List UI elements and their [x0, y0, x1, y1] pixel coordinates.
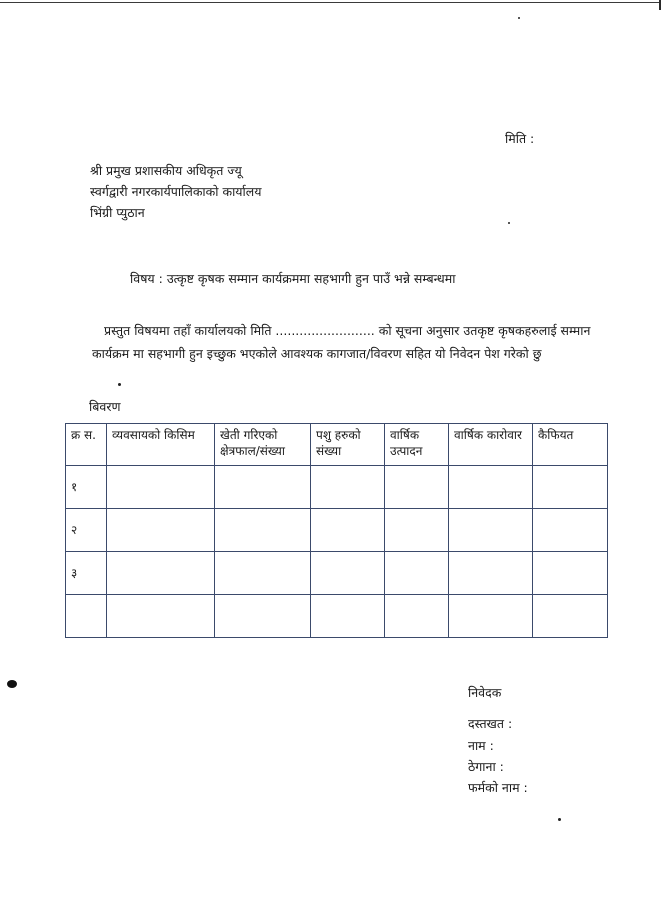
cell-annual-turnover[interactable] — [449, 552, 533, 595]
cell-remarks[interactable] — [533, 595, 608, 638]
scan-speck — [518, 17, 520, 19]
cell-livestock-count[interactable] — [311, 509, 385, 552]
name-label: नाम : — [468, 738, 494, 753]
cell-annual-production[interactable] — [385, 466, 449, 509]
applicant-label: निवेदक — [468, 685, 502, 700]
cell-business-type[interactable] — [107, 595, 215, 638]
col-header-annual-production: वार्षिक उत्पादन — [385, 424, 449, 466]
body-paragraph-line-1: प्रस्तुत विषयमा तहाँ कार्यालयको मिति ......................... को सूचना अनुसार उतकृष्ट कृषकहरुलाई सम्मान — [104, 323, 591, 338]
address-label: ठेगाना : — [468, 759, 504, 774]
col-header-remarks: कैफियत — [533, 424, 608, 466]
cell-annual-turnover[interactable] — [449, 509, 533, 552]
subject-line: विषय : उत्कृष्ट कृषक सम्मान कार्यक्रममा सहभागी हुन पाउँ भन्ने सम्बन्धमा — [130, 271, 456, 286]
scan-speck — [508, 222, 510, 224]
cell-livestock-count[interactable] — [311, 552, 385, 595]
recipient-line-1: श्री प्रमुख प्रशासकीय अधिकृत ज्यू — [90, 163, 242, 178]
cell-business-type[interactable] — [107, 466, 215, 509]
row-serial — [66, 595, 107, 638]
scan-speck — [7, 680, 17, 688]
col-header-serial: क्र स. — [66, 424, 107, 466]
details-label: बिवरण — [89, 399, 121, 414]
cell-cultivated-area[interactable] — [215, 466, 311, 509]
cell-cultivated-area[interactable] — [215, 509, 311, 552]
cell-remarks[interactable] — [533, 552, 608, 595]
recipient-line-2: स्वर्गद्वारी नगरकार्यपालिकाको कार्यालय — [90, 184, 262, 199]
cell-annual-turnover[interactable] — [449, 595, 533, 638]
scan-speck — [558, 818, 561, 821]
scan-speck — [118, 383, 121, 386]
cell-business-type[interactable] — [107, 509, 215, 552]
row-serial: २ — [66, 509, 107, 552]
cell-livestock-count[interactable] — [311, 595, 385, 638]
body-paragraph-line-2: कार्यक्रम मा सहभागी हुन इच्छुक भएकोले आवश्यक कागजात/विवरण सहित यो निवेदन पेश गरेको छु — [92, 346, 542, 361]
cell-cultivated-area[interactable] — [215, 595, 311, 638]
cell-cultivated-area[interactable] — [215, 552, 311, 595]
cell-annual-production[interactable] — [385, 595, 449, 638]
scan-edge-line — [0, 2, 661, 3]
date-label: मिति : — [505, 131, 535, 146]
cell-annual-turnover[interactable] — [449, 466, 533, 509]
col-header-cultivated-area: खेती गरिएको क्षेत्रफाल/संख्या — [215, 424, 311, 466]
signature-label: दस्तखत : — [468, 716, 513, 731]
col-header-business-type: व्यवसायको किसिम — [107, 424, 215, 466]
cell-annual-production[interactable] — [385, 509, 449, 552]
row-serial: ३ — [66, 552, 107, 595]
recipient-line-3: भिंग्री प्युठान — [90, 205, 145, 220]
farm-name-label: फर्मको नाम : — [468, 780, 528, 795]
row-serial: १ — [66, 466, 107, 509]
table-row — [66, 466, 608, 509]
cell-remarks[interactable] — [533, 509, 608, 552]
table-header-row — [66, 424, 608, 466]
cell-livestock-count[interactable] — [311, 466, 385, 509]
table-row — [66, 509, 608, 552]
col-header-annual-turnover: वार्षिक कारोवार — [449, 424, 533, 466]
table-row — [66, 552, 608, 595]
table-row — [66, 595, 608, 638]
cell-remarks[interactable] — [533, 466, 608, 509]
col-header-livestock-count: पशु हरुको संख्या — [311, 424, 385, 466]
details-table — [65, 423, 608, 638]
cell-business-type[interactable] — [107, 552, 215, 595]
cell-annual-production[interactable] — [385, 552, 449, 595]
